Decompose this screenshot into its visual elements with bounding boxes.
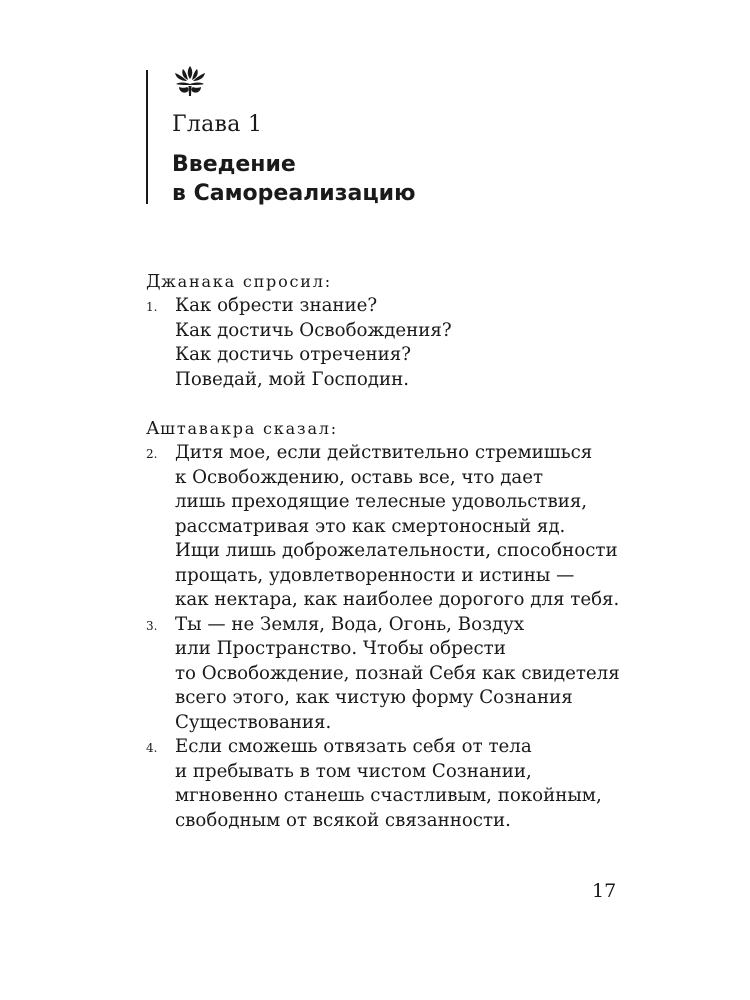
verse-line: мгновенно станешь счастливым, покойным, (175, 785, 602, 806)
verse-line: и пребывать в том чистом Сознании, (175, 760, 532, 782)
verse-number: 1. (146, 300, 158, 314)
dialogue-section-janaka (146, 270, 616, 392)
verse-line: Существования. (175, 711, 332, 733)
verse-line: Как достичь Освобождения? (175, 319, 452, 341)
verse-line: свободным от всякой связанности. (175, 809, 511, 831)
speaker-rest: жанака спросил: (161, 272, 332, 291)
verse-line: Дитя мое, если действительно стремишься (175, 442, 593, 463)
dialogue-section-ashtavakra (146, 417, 620, 833)
verse-line: Если сможешь отвязать себя от тела (175, 736, 532, 757)
chapter-title (172, 150, 415, 208)
speaker-initial: А (146, 418, 161, 439)
verse-line: Как достичь отречения? (175, 344, 411, 365)
speaker-heading (146, 417, 616, 441)
verse-line: прощать, удовлетворенности и истины — (175, 564, 575, 586)
verse (146, 735, 616, 833)
verse-line: Поведай, мой Господин. (175, 368, 410, 390)
verse (146, 294, 616, 392)
lotus-flower-icon (170, 64, 210, 98)
verse-line: или Пространство. Чтобы обрести (175, 638, 506, 659)
chapter-title-line: в Самореализацию (172, 181, 416, 206)
verse-line: рассматривая это как смертоносный яд. (175, 515, 566, 537)
verse-line: как нектара, как наиболее дорогого для тебя. (175, 589, 620, 610)
verse-number: 4. (146, 741, 158, 755)
verse-number: 3. (146, 618, 158, 633)
chapter-title-line: Введение (172, 152, 296, 177)
speaker-heading (146, 270, 616, 294)
verse-line: Ты — не Земля, Вода, Огонь, Воздух (175, 613, 525, 635)
verse-line: Как обрести знание? (175, 295, 378, 316)
verse-line: лишь преходящие телесные удовольствия, (175, 491, 588, 512)
verse-line: всего этого, как чистую форму Сознания (175, 687, 573, 708)
verse (146, 613, 620, 736)
verse-line: Ищи лишь доброжелательности, способности (175, 540, 618, 561)
verse (146, 441, 620, 613)
verse-line: к Освобождению, оставь все, что дает (175, 466, 544, 488)
chapter-header-rule (146, 70, 148, 204)
speaker-rest: штавакра сказал: (160, 419, 338, 438)
chapter-label: Глава 1 (172, 112, 263, 137)
verse-line: то Освобождение, познай Себя как свидетеля (175, 662, 620, 684)
verse-number: 2. (146, 447, 158, 461)
page-number: 17 (592, 880, 617, 902)
speaker-initial: Д (146, 271, 162, 292)
